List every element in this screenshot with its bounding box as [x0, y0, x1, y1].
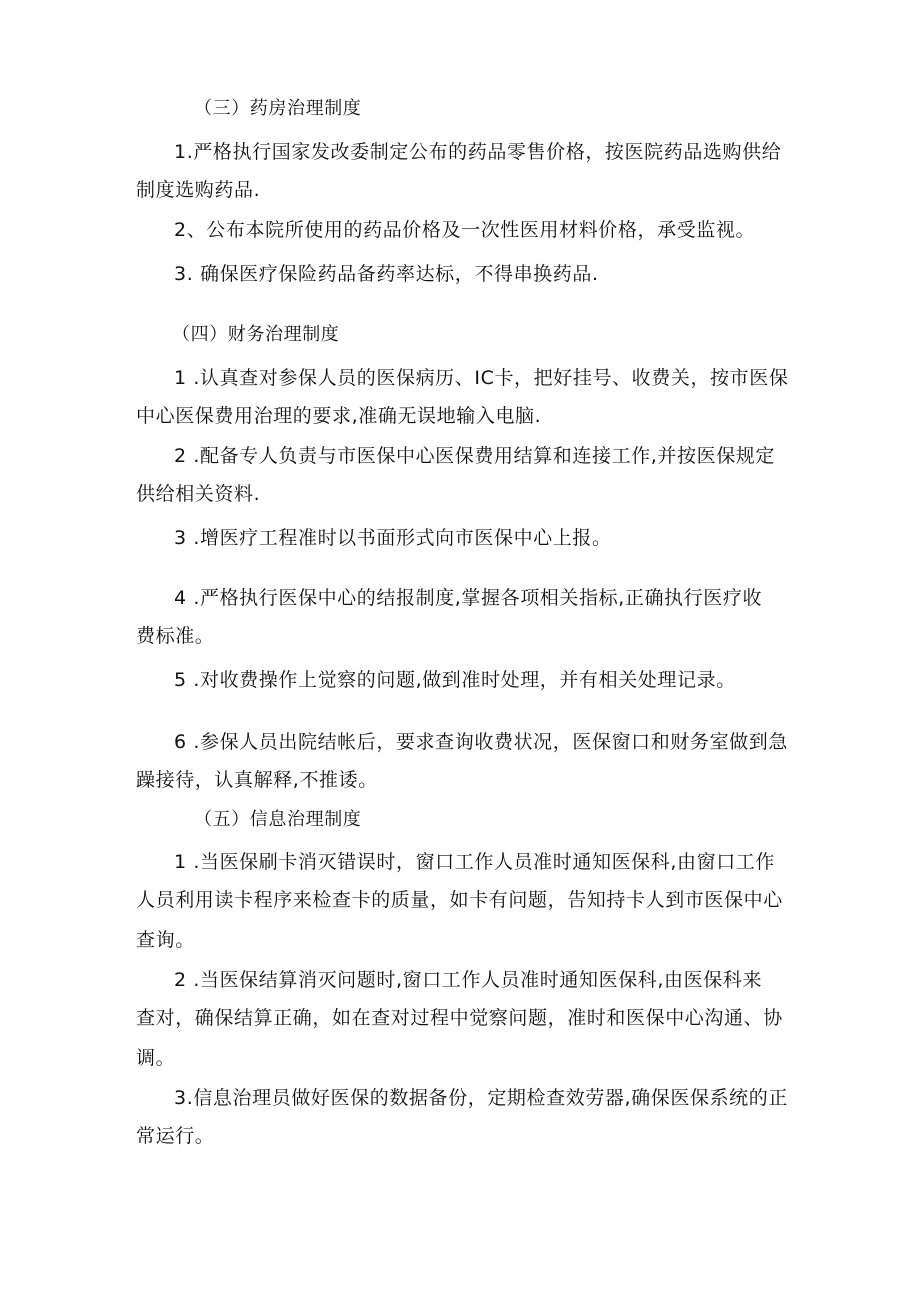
paragraph-line: 2 .配备专人负责与市医保中心医保费用结算和连接工作,并按医保规定 [174, 445, 776, 467]
paragraph-line: 制度选购药品. [136, 179, 261, 201]
paragraph-line: 2 .当医保结算消灭问题时,窗口工作人员准时通知医保科,由医保科来 [174, 969, 763, 991]
paragraph-line: 3.信息治理员做好医保的数据备份，定期检查效劳器,确保医保系统的正 [174, 1087, 788, 1109]
paragraph-line: 1 .认真查对参保人员的医保病历、IC卡，把好挂号、收费关，按市医保 [174, 367, 789, 389]
paragraph-line: 供给相关资料. [136, 483, 261, 505]
paragraph-line: 3 .增医疗工程准时以书面形式向市医保中心上报。 [174, 527, 612, 549]
paragraph-line: 人员利用读卡程序来检查卡的质量，如卡有问题，告知持卡人到市医保中心 [136, 889, 783, 911]
paragraph-line: 1.严格执行国家发改委制定公布的药品零售价格，按医院药品选购供给 [174, 141, 782, 163]
paragraph-line: 5 .对收费操作上觉察的问题,做到准时处理，并有相关处理记录。 [174, 669, 736, 691]
section-heading: （四）财务治理制度 [172, 324, 340, 345]
paragraph-line: 调。 [136, 1047, 176, 1069]
paragraph-line: 1 .当医保刷卡消灭错误时，窗口工作人员准时通知医保科,由窗口工作 [174, 851, 776, 873]
paragraph-line: 查对，确保结算正确，如在查对过程中觉察问题，准时和医保中心沟通、协 [136, 1007, 783, 1029]
paragraph-line: 中心医保费用治理的要求,准确无误地输入电脑. [136, 405, 542, 427]
paragraph-line: 4 .严格执行医保中心的结报制度,掌握各项相关指标,正确执行医疗收 [174, 587, 763, 609]
paragraph-line: 6 .参保人员出院结帐后，要求查询收费状况，医保窗口和财务室做到急 [174, 731, 788, 753]
paragraph-line: 3. 确保医疗保险药品备药率达标，不得串换药品. [174, 263, 599, 285]
section-heading: （五）信息治理制度 [194, 809, 362, 830]
section-heading: （三）药房治理制度 [194, 98, 362, 119]
paragraph-line: 费标准。 [136, 625, 215, 647]
paragraph-line: 常运行。 [136, 1125, 215, 1147]
paragraph-line: 躁接待，认真解释,不推诿。 [136, 769, 378, 791]
paragraph-line: 查询。 [136, 929, 195, 951]
paragraph-line: 2、公布本院所使用的药品价格及一次性医用材料价格，承受监视。 [174, 219, 756, 241]
